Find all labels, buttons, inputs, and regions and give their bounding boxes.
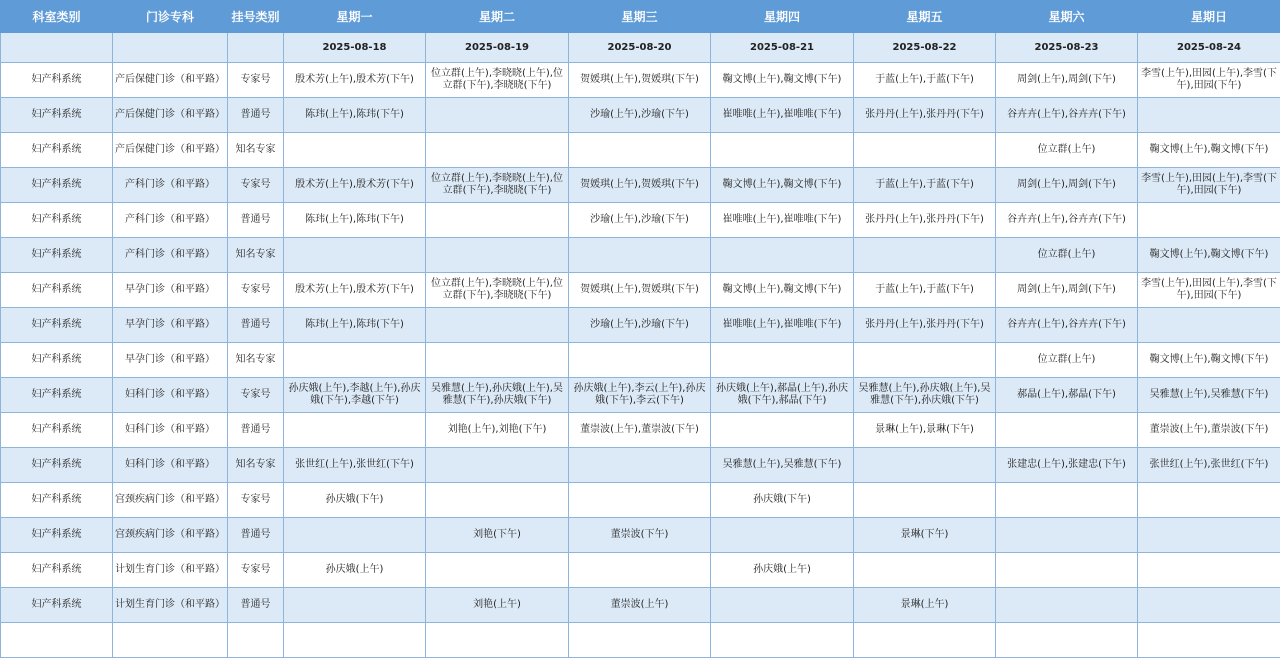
schedule-cell: 位立群(上午) xyxy=(996,343,1138,378)
clinic-cell: 计划生育门诊（和平路） xyxy=(113,553,228,588)
schedule-cell: 董崇波(下午) xyxy=(569,518,711,553)
schedule-cell: 谷卉卉(上午),谷卉卉(下午) xyxy=(996,308,1138,343)
registration-type-cell: 普通号 xyxy=(228,518,284,553)
schedule-cell xyxy=(996,588,1138,623)
schedule-cell xyxy=(854,448,996,483)
registration-type-cell: 普通号 xyxy=(228,98,284,133)
schedule-cell xyxy=(426,308,569,343)
table-row xyxy=(1,448,1280,483)
schedule-cell: 贺媛琪(上午),贺媛琪(下午) xyxy=(569,273,711,308)
schedule-cell: 董崇波(上午) xyxy=(569,588,711,623)
header-registration-type: 挂号类别 xyxy=(228,1,284,33)
dept-cell: 妇产科系统 xyxy=(1,448,113,483)
date-cell: 2025-08-23 xyxy=(996,33,1138,63)
schedule-cell xyxy=(1138,203,1280,238)
registration-type-cell: 专家号 xyxy=(228,168,284,203)
clinic-cell: 产后保健门诊（和平路） xyxy=(113,98,228,133)
schedule-cell: 贺媛琪(上午),贺媛琪(下午) xyxy=(569,168,711,203)
schedule-cell: 于蓝(上午),于蓝(下午) xyxy=(854,168,996,203)
schedule-cell xyxy=(1138,483,1280,518)
schedule-cell xyxy=(996,518,1138,553)
schedule-cell: 孙庆娥(上午) xyxy=(284,553,426,588)
clinic-cell: 产后保健门诊（和平路） xyxy=(113,63,228,98)
date-row xyxy=(1,33,1280,63)
clinic-cell: 妇科门诊（和平路） xyxy=(113,413,228,448)
empty-row xyxy=(1,623,1280,658)
schedule-cell xyxy=(569,483,711,518)
schedule-cell: 崔唯唯(上午),崔唯唯(下午) xyxy=(711,308,854,343)
schedule-cell: 贺媛琪(上午),贺媛琪(下午) xyxy=(569,63,711,98)
schedule-cell xyxy=(426,553,569,588)
schedule-cell: 鞠文博(上午),鞠文博(下午) xyxy=(1138,133,1280,168)
schedule-cell: 李雪(上午),田园(上午),李雪(下午),田园(下午) xyxy=(1138,273,1280,308)
registration-type-cell: 专家号 xyxy=(228,273,284,308)
empty-cell xyxy=(426,623,569,658)
schedule-cell: 崔唯唯(上午),崔唯唯(下午) xyxy=(711,203,854,238)
table-row xyxy=(1,518,1280,553)
schedule-cell: 周剑(上午),周剑(下午) xyxy=(996,168,1138,203)
schedule-cell xyxy=(284,413,426,448)
schedule-cell: 张世红(上午),张世红(下午) xyxy=(284,448,426,483)
table-row xyxy=(1,273,1280,308)
schedule-cell xyxy=(711,518,854,553)
dept-cell: 妇产科系统 xyxy=(1,273,113,308)
clinic-cell: 早孕门诊（和平路） xyxy=(113,273,228,308)
schedule-cell: 张世红(上午),张世红(下午) xyxy=(1138,448,1280,483)
schedule-cell xyxy=(854,483,996,518)
dept-cell: 妇产科系统 xyxy=(1,98,113,133)
schedule-cell xyxy=(284,343,426,378)
schedule-cell: 董崇波(上午),董崇波(下午) xyxy=(1138,413,1280,448)
dept-cell: 妇产科系统 xyxy=(1,203,113,238)
clinic-cell: 宫颈疾病门诊（和平路） xyxy=(113,483,228,518)
schedule-cell xyxy=(1138,98,1280,133)
dept-cell: 妇产科系统 xyxy=(1,63,113,98)
schedule-cell: 周剑(上午),周剑(下午) xyxy=(996,63,1138,98)
date-cell: 2025-08-21 xyxy=(711,33,854,63)
dept-cell: 妇产科系统 xyxy=(1,343,113,378)
schedule-cell: 沙瑜(上午),沙瑜(下午) xyxy=(569,308,711,343)
registration-type-cell: 普通号 xyxy=(228,203,284,238)
header-friday: 星期五 xyxy=(854,1,996,33)
schedule-cell: 孙庆娥(上午),李越(上午),孙庆娥(下午),李越(下午) xyxy=(284,378,426,413)
schedule-cell xyxy=(854,238,996,273)
schedule-cell: 位立群(上午),李晓晓(上午),位立群(下午),李晓晓(下午) xyxy=(426,273,569,308)
table-row xyxy=(1,203,1280,238)
registration-type-cell: 专家号 xyxy=(228,378,284,413)
schedule-cell: 吴雅慧(上午),吴雅慧(下午) xyxy=(711,448,854,483)
schedule-cell xyxy=(426,483,569,518)
schedule-cell xyxy=(569,238,711,273)
schedule-cell: 吴雅慧(上午),吴雅慧(下午) xyxy=(1138,378,1280,413)
schedule-cell xyxy=(996,553,1138,588)
schedule-cell: 景琳(下午) xyxy=(854,518,996,553)
schedule-cell xyxy=(569,133,711,168)
registration-type-cell: 专家号 xyxy=(228,63,284,98)
schedule-cell xyxy=(854,343,996,378)
dept-cell: 妇产科系统 xyxy=(1,238,113,273)
table-row xyxy=(1,98,1280,133)
table-row xyxy=(1,378,1280,413)
dept-cell: 妇产科系统 xyxy=(1,378,113,413)
registration-type-cell: 普通号 xyxy=(228,588,284,623)
schedule-cell: 郝晶(上午),郝晶(下午) xyxy=(996,378,1138,413)
schedule-cell: 沙瑜(上午),沙瑜(下午) xyxy=(569,203,711,238)
schedule-cell: 张建忠(上午),张建忠(下午) xyxy=(996,448,1138,483)
schedule-cell xyxy=(569,448,711,483)
schedule-cell xyxy=(1138,518,1280,553)
clinic-cell: 早孕门诊（和平路） xyxy=(113,343,228,378)
schedule-cell: 崔唯唯(上午),崔唯唯(下午) xyxy=(711,98,854,133)
schedule-cell xyxy=(426,133,569,168)
schedule-cell: 刘艳(上午) xyxy=(426,588,569,623)
schedule-cell: 孙庆娥(上午) xyxy=(711,553,854,588)
schedule-cell xyxy=(426,343,569,378)
table-row xyxy=(1,168,1280,203)
header-saturday: 星期六 xyxy=(996,1,1138,33)
table-row xyxy=(1,308,1280,343)
schedule-cell xyxy=(426,98,569,133)
schedule-cell: 陈玮(上午),陈玮(下午) xyxy=(284,98,426,133)
schedule-cell xyxy=(284,133,426,168)
schedule-cell: 李雪(上午),田园(上午),李雪(下午),田园(下午) xyxy=(1138,168,1280,203)
schedule-cell xyxy=(1138,588,1280,623)
empty-cell xyxy=(854,623,996,658)
empty-cell xyxy=(228,623,284,658)
date-cell-empty xyxy=(228,33,284,63)
empty-cell xyxy=(996,623,1138,658)
dept-cell: 妇产科系统 xyxy=(1,168,113,203)
registration-type-cell: 知名专家 xyxy=(228,133,284,168)
registration-type-cell: 普通号 xyxy=(228,308,284,343)
table-row xyxy=(1,343,1280,378)
schedule-cell: 张丹丹(上午),张丹丹(下午) xyxy=(854,308,996,343)
schedule-cell: 吴雅慧(上午),孙庆娥(上午),吴雅慧(下午),孙庆娥(下午) xyxy=(426,378,569,413)
schedule-cell: 孙庆娥(上午),郝晶(上午),孙庆娥(下午),郝晶(下午) xyxy=(711,378,854,413)
clinic-cell: 产后保健门诊（和平路） xyxy=(113,133,228,168)
dept-cell: 妇产科系统 xyxy=(1,553,113,588)
header-thursday: 星期四 xyxy=(711,1,854,33)
schedule-cell xyxy=(569,553,711,588)
empty-cell xyxy=(1,623,113,658)
clinic-cell: 计划生育门诊（和平路） xyxy=(113,588,228,623)
registration-type-cell: 知名专家 xyxy=(228,343,284,378)
schedule-cell: 殷术芳(上午),殷术芳(下午) xyxy=(284,63,426,98)
schedule-cell xyxy=(284,588,426,623)
header-monday: 星期一 xyxy=(284,1,426,33)
dept-cell: 妇产科系统 xyxy=(1,483,113,518)
date-cell: 2025-08-20 xyxy=(569,33,711,63)
schedule-cell: 孙庆娥(上午),李云(上午),孙庆娥(下午),李云(下午) xyxy=(569,378,711,413)
registration-type-cell: 知名专家 xyxy=(228,448,284,483)
header-clinic: 门诊专科 xyxy=(113,1,228,33)
schedule-cell: 位立群(上午),李晓晓(上午),位立群(下午),李晓晓(下午) xyxy=(426,63,569,98)
date-cell: 2025-08-22 xyxy=(854,33,996,63)
clinic-cell: 产科门诊（和平路） xyxy=(113,168,228,203)
schedule-cell: 周剑(上午),周剑(下午) xyxy=(996,273,1138,308)
date-cell: 2025-08-18 xyxy=(284,33,426,63)
empty-cell xyxy=(284,623,426,658)
schedule-cell xyxy=(426,203,569,238)
schedule-cell xyxy=(996,413,1138,448)
schedule-cell xyxy=(284,238,426,273)
schedule-cell xyxy=(1138,308,1280,343)
schedule-cell: 殷术芳(上午),殷术芳(下午) xyxy=(284,168,426,203)
clinic-cell: 妇科门诊（和平路） xyxy=(113,378,228,413)
header-wednesday: 星期三 xyxy=(569,1,711,33)
schedule-cell xyxy=(711,588,854,623)
schedule-cell xyxy=(284,518,426,553)
schedule-cell: 鞠文博(上午),鞠文博(下午) xyxy=(711,63,854,98)
schedule-cell: 刘艳(下午) xyxy=(426,518,569,553)
schedule-cell: 吴雅慧(上午),孙庆娥(上午),吴雅慧(下午),孙庆娥(下午) xyxy=(854,378,996,413)
schedule-cell xyxy=(569,343,711,378)
empty-cell xyxy=(569,623,711,658)
table-row xyxy=(1,238,1280,273)
table-row xyxy=(1,588,1280,623)
schedule-cell xyxy=(711,343,854,378)
clinic-cell: 妇科门诊（和平路） xyxy=(113,448,228,483)
schedule-cell: 于蓝(上午),于蓝(下午) xyxy=(854,63,996,98)
registration-type-cell: 普通号 xyxy=(228,413,284,448)
schedule-cell xyxy=(711,413,854,448)
registration-type-cell: 专家号 xyxy=(228,553,284,588)
schedule-cell: 位立群(上午) xyxy=(996,133,1138,168)
header-sunday: 星期日 xyxy=(1138,1,1280,33)
schedule-cell: 鞠文博(上午),鞠文博(下午) xyxy=(711,168,854,203)
clinic-cell: 早孕门诊（和平路） xyxy=(113,308,228,343)
clinic-cell: 宫颈疾病门诊（和平路） xyxy=(113,518,228,553)
schedule-cell xyxy=(854,553,996,588)
registration-type-cell: 知名专家 xyxy=(228,238,284,273)
date-cell-empty xyxy=(1,33,113,63)
schedule-cell: 张丹丹(上午),张丹丹(下午) xyxy=(854,98,996,133)
empty-cell xyxy=(711,623,854,658)
table-row xyxy=(1,133,1280,168)
schedule-cell: 位立群(上午),李晓晓(上午),位立群(下午),李晓晓(下午) xyxy=(426,168,569,203)
table-row xyxy=(1,483,1280,518)
schedule-cell xyxy=(854,133,996,168)
table-row xyxy=(1,63,1280,98)
schedule-cell: 陈玮(上午),陈玮(下午) xyxy=(284,308,426,343)
schedule-cell xyxy=(426,238,569,273)
header-tuesday: 星期二 xyxy=(426,1,569,33)
schedule-cell xyxy=(1138,553,1280,588)
schedule-cell: 位立群(上午) xyxy=(996,238,1138,273)
schedule-cell: 沙瑜(上午),沙瑜(下午) xyxy=(569,98,711,133)
header-row xyxy=(1,1,1280,33)
schedule-cell: 刘艳(上午),刘艳(下午) xyxy=(426,413,569,448)
schedule-cell: 鞠文博(上午),鞠文博(下午) xyxy=(1138,343,1280,378)
clinic-cell: 产科门诊（和平路） xyxy=(113,203,228,238)
schedule-cell: 于蓝(上午),于蓝(下午) xyxy=(854,273,996,308)
dept-cell: 妇产科系统 xyxy=(1,133,113,168)
schedule-cell: 孙庆娥(下午) xyxy=(284,483,426,518)
registration-type-cell: 专家号 xyxy=(228,483,284,518)
header-dept-category: 科室类别 xyxy=(1,1,113,33)
schedule-cell: 陈玮(上午),陈玮(下午) xyxy=(284,203,426,238)
schedule-cell xyxy=(711,133,854,168)
dept-cell: 妇产科系统 xyxy=(1,308,113,343)
schedule-cell: 李雪(上午),田园(上午),李雪(下午),田园(下午) xyxy=(1138,63,1280,98)
schedule-cell xyxy=(711,238,854,273)
schedule-cell: 景琳(上午),景琳(下午) xyxy=(854,413,996,448)
empty-cell xyxy=(113,623,228,658)
schedule-cell: 景琳(上午) xyxy=(854,588,996,623)
schedule-cell: 张丹丹(上午),张丹丹(下午) xyxy=(854,203,996,238)
date-cell: 2025-08-19 xyxy=(426,33,569,63)
date-cell-empty xyxy=(113,33,228,63)
table-row xyxy=(1,413,1280,448)
schedule-cell: 谷卉卉(上午),谷卉卉(下午) xyxy=(996,98,1138,133)
date-cell: 2025-08-24 xyxy=(1138,33,1280,63)
table-row xyxy=(1,553,1280,588)
clinic-cell: 产科门诊（和平路） xyxy=(113,238,228,273)
empty-cell xyxy=(1138,623,1280,658)
schedule-cell: 殷术芳(上午),殷术芳(下午) xyxy=(284,273,426,308)
schedule-cell: 鞠文博(上午),鞠文博(下午) xyxy=(1138,238,1280,273)
schedule-cell: 鞠文博(上午),鞠文博(下午) xyxy=(711,273,854,308)
schedule-cell xyxy=(996,483,1138,518)
schedule-cell: 董崇波(上午),董崇波(下午) xyxy=(569,413,711,448)
schedule-cell: 孙庆娥(下午) xyxy=(711,483,854,518)
dept-cell: 妇产科系统 xyxy=(1,588,113,623)
schedule-cell: 谷卉卉(上午),谷卉卉(下午) xyxy=(996,203,1138,238)
dept-cell: 妇产科系统 xyxy=(1,518,113,553)
dept-cell: 妇产科系统 xyxy=(1,413,113,448)
schedule-cell xyxy=(426,448,569,483)
